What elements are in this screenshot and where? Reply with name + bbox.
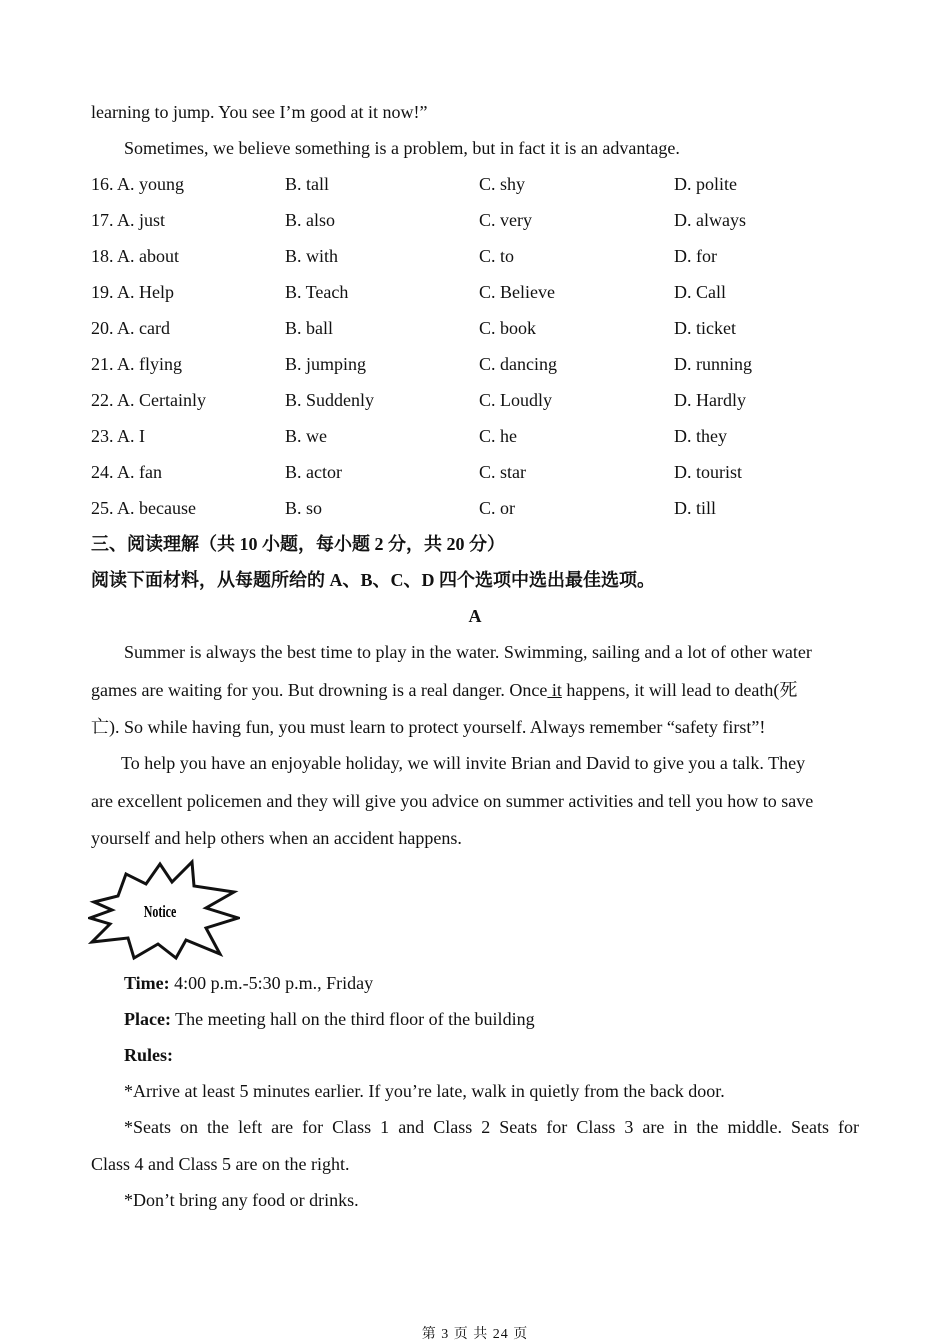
option-a: 16. A. young: [91, 174, 185, 194]
time-label: Time:: [124, 973, 170, 993]
underlined-word: it: [547, 680, 562, 700]
section-heading: 三、阅读理解（共 10 小题，每小题 2 分，共 20 分）: [91, 534, 505, 554]
rules-label: Rules:: [124, 1045, 173, 1065]
option-b: B. jumping: [285, 354, 367, 374]
option-b: B. also: [285, 210, 336, 230]
option-d: D. polite: [674, 174, 737, 194]
notice-time: [124, 971, 373, 995]
option-b: B. Teach: [285, 282, 349, 302]
rule-2-line-1: *Seats on the left are for Class 1 and Class 2 Seats for Class 3 are in the middle. Seats for: [124, 1117, 859, 1137]
option-a: 20. A. card: [91, 318, 170, 338]
reading-paragraph-1-line-1: Summer is always the best time to play in the water. Swimming, sailing and a lot of other water: [124, 642, 812, 662]
reading-paragraph-1-line-3: 亡). So while having fun, you must learn to protect yourself. Always remember “safety first”!: [91, 717, 766, 737]
option-d: D. tourist: [674, 462, 743, 482]
question-row: [91, 316, 871, 340]
option-b: B. we: [285, 426, 327, 446]
notice-badge-text: Notice: [143, 903, 177, 922]
question-row: [91, 388, 871, 412]
question-row: [91, 280, 871, 304]
option-c: C. star: [479, 462, 526, 482]
text-segment: happens, it will lead to death(死: [561, 680, 798, 700]
option-b: B. actor: [285, 462, 342, 482]
text-segment: games are waiting for you. But drowning is a real danger. Once: [91, 680, 548, 700]
passage-label: A: [468, 606, 482, 626]
notice-place: [124, 1007, 535, 1031]
question-row: [91, 496, 871, 520]
option-a: 24. A. fan: [91, 462, 162, 482]
option-a: 21. A. flying: [91, 354, 183, 374]
option-d: D. ticket: [674, 318, 736, 338]
option-b: B. so: [285, 498, 323, 518]
time-value: 4:00 p.m.-5:30 p.m., Friday: [169, 973, 374, 993]
option-c: C. or: [479, 498, 515, 518]
question-row: [91, 352, 871, 376]
rule-3: *Don’t bring any food or drinks.: [124, 1190, 359, 1210]
page-number: 第 3 页 共 24 页: [421, 1327, 529, 1342]
rule-1: *Arrive at least 5 minutes earlier. If you’re late, walk in quietly from the back door.: [124, 1081, 725, 1101]
place-label: Place:: [124, 1009, 171, 1029]
option-a: 19. A. Help: [91, 282, 174, 302]
option-d: D. running: [674, 354, 752, 374]
question-row: [91, 460, 871, 484]
option-d: D. till: [674, 498, 717, 518]
option-c: C. book: [479, 318, 537, 338]
option-a: 25. A. because: [91, 498, 196, 518]
reading-paragraph-2-line-2: are excellent policemen and they will give you advice on summer activities and tell you how to save: [91, 791, 814, 811]
option-a: 18. A. about: [91, 246, 179, 266]
option-b: B. tall: [285, 174, 329, 194]
notice-starburst-icon: [88, 858, 240, 962]
place-value: The meeting hall on the third floor of the building: [170, 1009, 535, 1029]
option-d: D. they: [674, 426, 727, 446]
option-c: C. he: [479, 426, 517, 446]
option-a: 22. A. Certainly: [91, 390, 206, 410]
option-b: B. ball: [285, 318, 333, 338]
option-a: 23. A. I: [91, 426, 145, 446]
reading-paragraph-2-line-3: yourself and help others when an accident happens.: [91, 828, 462, 848]
option-d: D. Call: [674, 282, 726, 302]
section-instruction: 阅读下面材料，从每题所给的 A、B、C、D 四个选项中选出最佳选项。: [91, 570, 655, 590]
option-c: C. very: [479, 210, 532, 230]
rule-2-line-2: Class 4 and Class 5 are on the right.: [91, 1154, 350, 1174]
option-a: 17. A. just: [91, 210, 166, 230]
option-b: B. with: [285, 246, 339, 266]
question-row: [91, 244, 871, 268]
passage-end-line: learning to jump. You see I’m good at it now!”: [91, 102, 428, 122]
option-d: D. for: [674, 246, 717, 266]
option-c: C. to: [479, 246, 515, 266]
option-c: C. Believe: [479, 282, 555, 302]
option-c: C. shy: [479, 174, 526, 194]
question-row: [91, 208, 871, 232]
question-row: [91, 424, 871, 448]
option-c: C. Loudly: [479, 390, 553, 410]
question-row: [91, 172, 871, 196]
reading-paragraph-2-line-1: To help you have an enjoyable holiday, we will invite Brian and David to give you a talk. They: [121, 753, 806, 773]
option-b: B. Suddenly: [285, 390, 375, 410]
option-d: D. always: [674, 210, 746, 230]
option-d: D. Hardly: [674, 390, 746, 410]
passage-conclusion: Sometimes, we believe something is a problem, but in fact it is an advantage.: [124, 138, 680, 158]
reading-paragraph-1-line-2: [91, 678, 797, 702]
option-c: C. dancing: [479, 354, 557, 374]
